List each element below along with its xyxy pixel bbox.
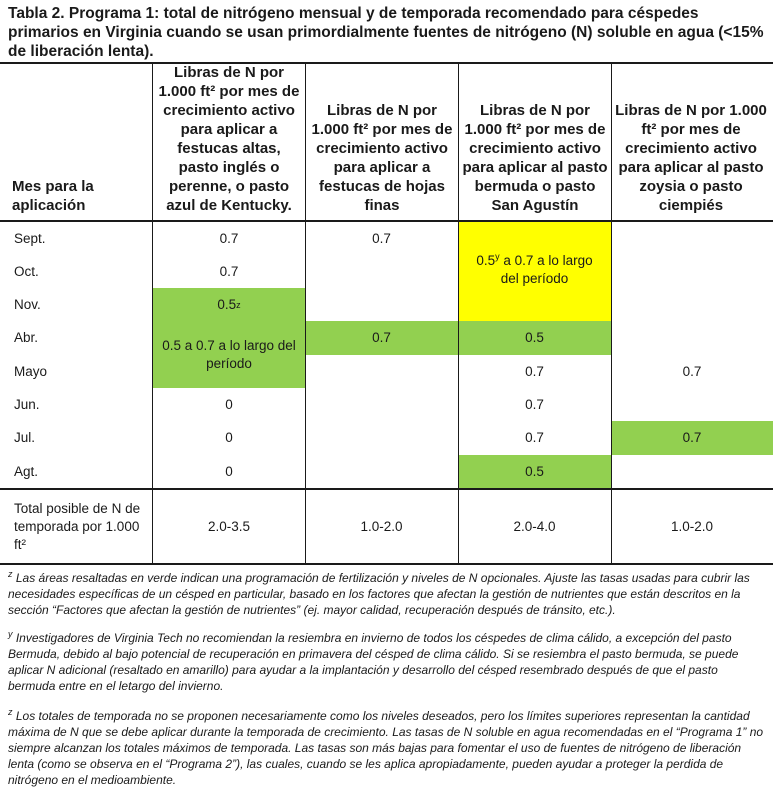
cell-c3-sept-nov-value: 0.5 <box>476 253 496 268</box>
footnote-y <box>8 630 768 694</box>
cell-c3-jun: 0.7 <box>525 396 544 412</box>
cell-c1-agt: 0 <box>225 463 233 479</box>
col-divider-2 <box>305 63 306 564</box>
month-label: Sept. <box>14 230 46 246</box>
cell-c1-sept: 0.7 <box>219 230 239 246</box>
cell-c4-mayo: 0.7 <box>682 363 702 379</box>
col-divider-3 <box>458 63 459 564</box>
month-label: Mayo <box>14 363 48 379</box>
month-label: Jun. <box>14 396 40 412</box>
month-label: Abr. <box>14 330 39 345</box>
header-month: Mes para la aplicación <box>12 178 94 214</box>
top-rule <box>0 62 773 64</box>
total-c1: 2.0-3.5 <box>207 518 251 534</box>
total-c3: 2.0-4.0 <box>513 518 556 534</box>
cell-c3-mayo: 0.7 <box>525 363 544 379</box>
footnote-text: Las áreas resaltadas en verde indican una programación de fertilización y niveles de N opcionales. Ajuste las tasas usadas para cubrir las necesidades específicas de un césped en particular, basado en los factores que afectan la gestión de nutrientes que están descritos en la sección “Factores que afectan la gestión de nutrientes” (ej. mayor calidad, recuperación después de tránsito, etc.). <box>8 571 750 617</box>
cell-c1-oct: 0.7 <box>219 263 239 279</box>
cell-c2-sept: 0.7 <box>372 230 391 246</box>
month-label: Jul. <box>14 430 36 445</box>
header-col3: Libras de N por 1.000 ft² por mes de crecimiento activo para aplicar al pasto bermuda o pasto San Agustín <box>462 102 608 214</box>
total-c2: 1.0-2.0 <box>360 518 403 534</box>
footnote-mark: z <box>8 707 13 717</box>
cell-c2-abr: 0.7 <box>372 330 391 345</box>
cell-c3-sept-nov-text: a 0.7 a lo largo del período <box>499 253 593 286</box>
cell-c4-jul: 0.7 <box>682 430 702 445</box>
month-label: Oct. <box>14 263 39 279</box>
header-col1: Libras de N por 1.000 ft² por mes de crecimiento activo para aplicar a festucas altas, pasto inglés o perenne, o pasto azul de Kentucky. <box>158 64 300 214</box>
table-title: Tabla 2. Programa 1: total de nitrógeno mensual y de temporada recomendado para céspedes primarios en Virginia cuando se usan primordialmente fuentes de nitrógeno (N) soluble en agua (<15% de liberación lenta). <box>8 5 764 60</box>
footnote-text: Investigadores de Virginia Tech no recomiendan la resiembra en invierno de todos los céspedes de clima cálido, a excepción del pasto Bermuda, debido al bajo potencial de recuperación en primavera del césped de clima cálido. Si se resiembra el pasto bermuda, se puede aplicar N adicional (resaltado en amarillo) para ayudar a la implantación y desarrollo del césped resembrado después de que el pasto bermuda entre en el letargo del invierno. <box>8 631 739 693</box>
cell-c1-jul: 0 <box>225 430 233 445</box>
footnote-mark: y <box>8 629 13 639</box>
footnote-mark: y <box>495 251 500 262</box>
cell-c1-nov: 0.5 z <box>217 296 241 312</box>
month-label: Nov. <box>14 296 41 312</box>
footnote-z1 <box>8 570 768 618</box>
cell-c3-jul: 0.7 <box>525 430 544 445</box>
cell-c1-jun: 0 <box>225 396 233 412</box>
header-col4: Libras de N por 1.000 ft² por mes de crecimiento activo para aplicar al pasto zoysia o pasto ciempiés <box>615 102 767 214</box>
footnote-text: Los totales de temporada no se proponen necesariamente como los niveles deseados, pero los límites superiores representan la cantidad máxima de N que se debe aplicar durante la temporada de crecimiento. Las tasas de N soluble en agua recomendadas en el “Programa 1” no siempre alcanzan los totales máximos de temporada. Las tasas son más bajas para fomentar el uso de fuentes de nitrógeno de liberación lenta (como se observa en el “Programa 2”), las cuales, cuando se les aplica apropiadamente, pueden ayudar a proteger la perdida de nitrógeno en el medioambiente. <box>8 709 764 787</box>
footnote-mark: z <box>8 569 13 579</box>
bottom-rule <box>0 563 773 565</box>
total-c4: 1.0-2.0 <box>670 518 714 534</box>
header-col2: Libras de N por 1.000 ft² por mes de crecimiento activo para aplicar a festucas de hojas finas <box>311 102 453 214</box>
month-label: Agt. <box>14 463 39 479</box>
total-label: Total posible de N de temporada por 1.000 ft² <box>14 500 141 552</box>
cell-c1-nov-value: 0.5 <box>217 296 237 312</box>
cell-c3-agt: 0.5 <box>525 463 544 479</box>
cell-c3-abr: 0.5 <box>525 330 544 345</box>
cell-c1-abr-mayo: 0.5 a 0.7 a lo largo del período <box>162 338 296 371</box>
cell-c3-sept-nov <box>468 240 601 300</box>
footnote-z2 <box>8 708 768 788</box>
col-divider-4 <box>611 63 612 564</box>
